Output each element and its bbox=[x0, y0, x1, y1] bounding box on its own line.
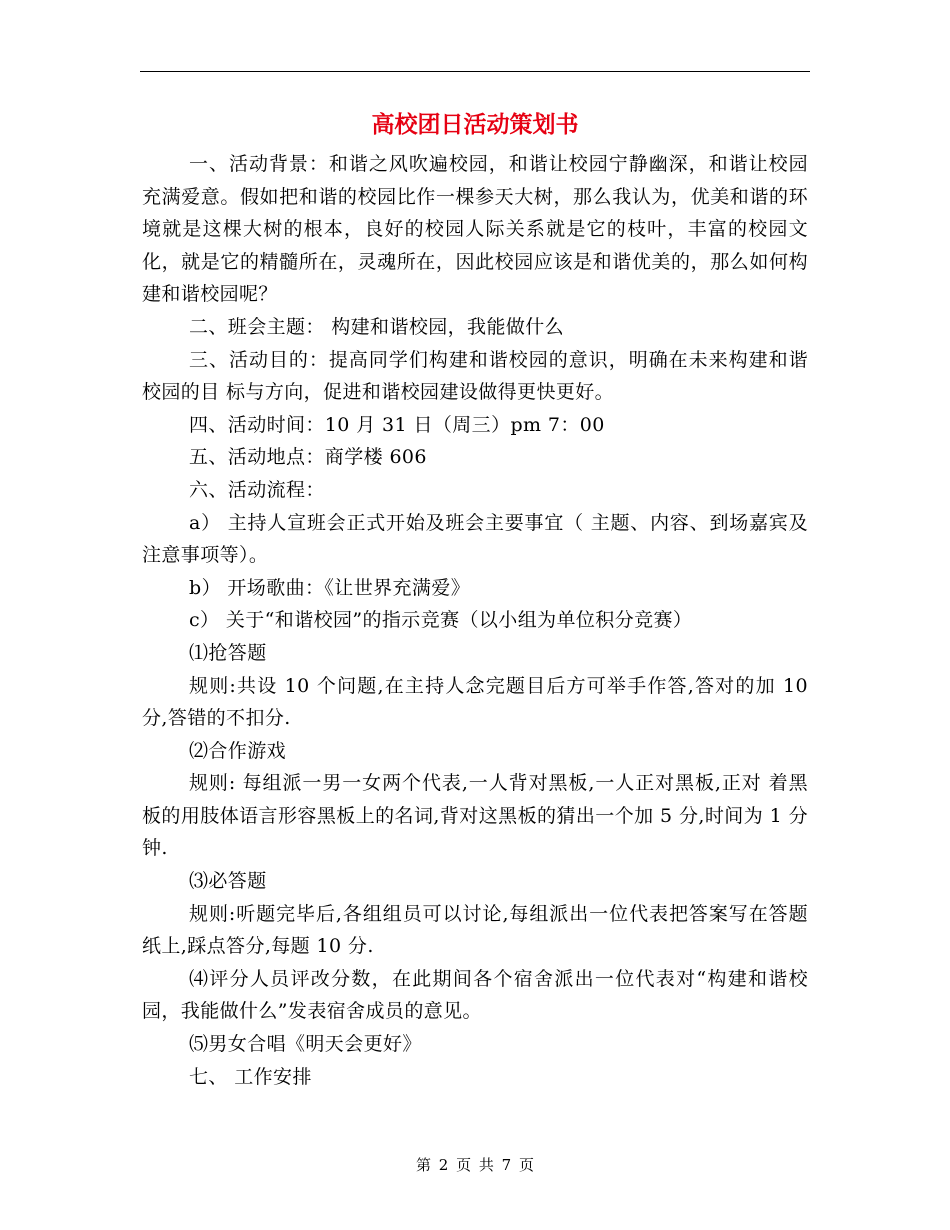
paragraph-required-rules: 规则:听题完毕后,各组组员可以讨论,每组派出一位代表把答案写在答题纸上,踩点答分,每题 10 分. bbox=[142, 902, 808, 958]
paragraph-theme: 二、班会主题： 构建和谐校园，我能做什么 bbox=[189, 315, 565, 338]
paragraph-purpose: 三、活动目的：提高同学们构建和谐校园的意识，明确在未来构建和谐校园的目 标与方向，促进和谐校园建设做得更快更好。 bbox=[142, 348, 808, 404]
paragraph-chorus: ⑸男女合唱《明天会更好》 bbox=[189, 1033, 422, 1056]
paragraph-game-heading: ⑵合作游戏 bbox=[189, 739, 287, 762]
document-body bbox=[142, 148, 808, 1093]
paragraph-time: 四、活动时间：10 月 31 日（周三）pm 7：00 bbox=[189, 413, 605, 436]
paragraph-quiz-rules: 规则:共设 10 个问题,在主持人念完题目后方可举手作答,答对的加 10 分,答错的不扣分. bbox=[142, 674, 808, 730]
page-number-footer: 第 2 页 共 7 页 bbox=[416, 1156, 534, 1174]
paragraph-work-arrangement: 七、 工作安排 bbox=[189, 1065, 312, 1088]
paragraph-process-heading: 六、活动流程： bbox=[189, 478, 325, 501]
paragraph-background: 一、活动背景：和谐之风吹遍校园，和谐让校园宁静幽深，和谐让校园充满爱意。假如把和谐的校园比作一棵参天大树，那么我认为，优美和谐的环境就是这棵大树的根本，良好的校园人际关系就是它的枝叶，丰富的校园文化，就是它的精髓所在，灵魂所在，因此校园应该是和谐优美的，那么如何构建和谐校园呢？ bbox=[142, 153, 808, 306]
paragraph-step-c: c） 关于“和谐校园”的指示竞赛（以小组为单位积分竞赛） bbox=[189, 609, 693, 632]
header-rule bbox=[140, 71, 810, 72]
paragraph-location: 五、活动地点：商学楼 606 bbox=[189, 446, 427, 469]
document-title: 高校团日活动策划书 bbox=[371, 111, 579, 138]
paragraph-required-heading: ⑶必答题 bbox=[189, 870, 267, 893]
paragraph-step-b: b） 开场歌曲：《让世界充满爱》 bbox=[189, 576, 471, 599]
paragraph-game-rules: 规则: 每组派一男一女两个代表,一人背对黑板,一人正对黑板,正对 着黑板的用肢体语言形容黑板上的名词,背对这黑板的猜出一个加 5 分,时间为 1 分钟. bbox=[142, 772, 808, 860]
paragraph-quiz-heading: ⑴抢答题 bbox=[189, 641, 267, 664]
paragraph-scoring: ⑷评分人员评改分数，在此期间各个宿舍派出一位代表对“构建和谐校园，我能做什么”发表宿舍成员的意见。 bbox=[142, 967, 808, 1023]
paragraph-step-a: a） 主持人宣班会正式开始及班会主要事宜（ 主题、内容、到场嘉宾及注意事项等）。 bbox=[142, 511, 808, 567]
